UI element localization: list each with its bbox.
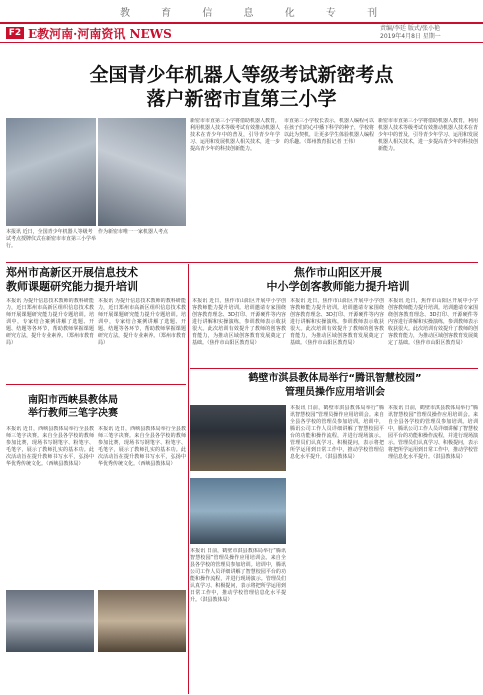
lead-body-col1: 新密市市直第三小学将借助机器人教育，利用机器人技术等级考试有效推动机器人技术在青少年中的普及，引导青少年学习、运用和发展机器人相关技术，进一步提高青少年的科技创新能力。 bbox=[190, 118, 280, 152]
article-qixian-photo-top bbox=[190, 405, 286, 471]
article-divider-right bbox=[190, 368, 478, 369]
column-rule bbox=[188, 264, 189, 694]
article-zhengzhou-title bbox=[6, 266, 184, 294]
lead-caption-right: 作为新密市唯一一家机器人考点 bbox=[98, 229, 169, 235]
editor-line: 责编/李廷 版式/张小艳 bbox=[380, 25, 440, 32]
header-rule bbox=[0, 42, 483, 43]
article-jiaozuo-title bbox=[198, 266, 478, 294]
article-xixia-body-col1: 本报讯 近日，西峡县教体局举行全县教师三笔字决赛。来自全县各学校的教师参加比赛，现场书写钢笔字、粉笔字、毛笔字，展示了教师扎实的基本功。此次活动旨在提升教师书写水平，弘扬中华优秀传统文化。（西峡县教体局） bbox=[6, 426, 94, 467]
article-qixian-title-line2: 管理员操作应用培训会 bbox=[285, 387, 385, 398]
article-xixia-photo-right bbox=[98, 590, 186, 652]
article-zhengzhou-title-line2: 教师课题研究能力提升培训 bbox=[6, 280, 138, 293]
article-qixian-title bbox=[192, 372, 478, 400]
article-qixian-body-col1: 本报讯 日前，鹤壁市淇县教体局举行“腾讯智慧校园”管理员操作应用培训会。来自全县各学校的管理员参加培训。培训中，腾讯公司工作人员详细讲解了智慧校园平台的功能和操作流程，并进行现场演示。管理员们认真学习、积极提问，表示将把所学运用到日常工作中，推动学校管理信息化水平提升。（淇县教体局） bbox=[290, 405, 384, 460]
article-xixia-photo-left bbox=[6, 590, 94, 652]
masthead-tagline: 教 育 信 息 化 专 刊 bbox=[120, 8, 392, 19]
date-line: 2019年4月8日 星期一 bbox=[380, 33, 441, 40]
article-jiaozuo-body-col1: 本报讯 近日，焦作市山阳区开展中小学创客教师能力提升培训。培训邀请专家围绕创客教育理念、3D打印、开源硬件等内容进行讲解和实操演练，参训教师表示收获很大。此次培训有效提升了教师的创客教育能力，为推动区域创客教育发展奠定了基础。（焦作市山阳区教育局） bbox=[192, 298, 286, 346]
article-qixian-photo-bottom bbox=[190, 478, 286, 544]
lead-headline-line2: 落户新密市直第三小学 bbox=[146, 89, 337, 110]
article-qixian-body-col2: 本报讯 日前，鹤壁市淇县教体局举行“腾讯智慧校园”管理员操作应用培训会。来自全县各学校的管理员参加培训。培训中，腾讯公司工作人员详细讲解了智慧校园平台的功能和操作流程，并进行现场演示。管理员们认真学习、积极提问，表示将把所学运用到日常工作中，推动学校管理信息化水平提升。（淇县教体局） bbox=[388, 405, 478, 460]
page-number-badge: F2 bbox=[6, 27, 24, 39]
article-jiaozuo-body-col2: 本报讯 近日，焦作市山阳区开展中小学创客教师能力提升培训。培训邀请专家围绕创客教育理念、3D打印、开源硬件等内容进行讲解和实操演练，参训教师表示收获很大。此次培训有效提升了教师的创客教育能力，为推动区域创客教育发展奠定了基础。（焦作市山阳区教育局） bbox=[290, 298, 384, 346]
issue-meta bbox=[380, 25, 480, 41]
article-zhengzhou-body-col1: 本报讯 为提升信息技术教师的教科研能力，近日郑州市高新区组织信息技术教师开展课题研究能力提升专题培训。培训中，专家结合案例讲解了选题、开题、结题等各环节，帮助教师掌握课题研究方法，提升专业素养。（郑州市教育局） bbox=[6, 298, 94, 346]
lead-body-col2: 市直第三小学校长表示，机器人编程可以在孩子们的心中播下科学的种子，学校将以此为契机，让更多学生体验机器人编程的乐趣。（郑州教育报记者 王伟） bbox=[284, 118, 374, 145]
article-divider-left bbox=[6, 384, 186, 385]
article-xixia-title-line2: 举行教师三笔字决赛 bbox=[28, 408, 118, 419]
section-title: E教河南·河南资讯 NEWS bbox=[28, 27, 172, 41]
section-divider bbox=[6, 262, 478, 263]
article-zhengzhou-title-line1: 郑州市高新区开展信息技术 bbox=[6, 266, 138, 279]
lead-headline-line1: 全国青少年机器人等级考试新密考点 bbox=[89, 65, 394, 86]
lead-photo-left bbox=[6, 118, 96, 226]
article-xixia-body-col2: 本报讯 近日，西峡县教体局举行全县教师三笔字决赛。来自全县各学校的教师参加比赛，现场书写钢笔字、粉笔字、毛笔字，展示了教师扎实的基本功。此次活动旨在提升教师书写水平，弘扬中华优秀传统文化。（西峡县教体局） bbox=[98, 426, 186, 467]
article-qixian-title-line1: 鹤壁市淇县教体局举行“腾讯智慧校园” bbox=[248, 373, 422, 384]
article-qixian-body-col0: 本报讯 日前，鹤壁市淇县教体局举行“腾讯智慧校园”管理员操作应用培训会。来自全县各学校的管理员参加培训。培训中，腾讯公司工作人员详细讲解了智慧校园平台的功能和操作流程，并进行现场演示。管理员们认真学习、积极提问，表示将把所学运用到日常工作中，推动学校管理信息化水平提升。（淇县教体局） bbox=[190, 548, 286, 603]
article-xixia-title-line1: 南阳市西峡县教体局 bbox=[28, 395, 118, 406]
lead-photo-right bbox=[98, 118, 186, 226]
lead-headline bbox=[0, 64, 483, 112]
lead-caption-left: 本报讯 近日，全国青少年机器人等级考试考点授牌仪式在新密市市直第三小学举行。 bbox=[6, 229, 97, 249]
article-jiaozuo-title-line1: 焦作市山阳区开展 bbox=[294, 266, 382, 279]
article-zhengzhou-body-col2: 本报讯 为提升信息技术教师的教科研能力，近日郑州市高新区组织信息技术教师开展课题研究能力提升专题培训。培训中，专家结合案例讲解了选题、开题、结题等各环节，帮助教师掌握课题研究方法，提升专业素养。（郑州市教育局） bbox=[98, 298, 186, 346]
article-jiaozuo-body-col3: 本报讯 近日，焦作市山阳区开展中小学创客教师能力提升培训。培训邀请专家围绕创客教育理念、3D打印、开源硬件等内容进行讲解和实操演练，参训教师表示收获很大。此次培训有效提升了教师的创客教育能力，为推动区域创客教育发展奠定了基础。（焦作市山阳区教育局） bbox=[388, 298, 478, 346]
article-jiaozuo-title-line2: 中小学创客教师能力提升培训 bbox=[266, 280, 410, 293]
masthead-rule bbox=[0, 22, 483, 24]
article-xixia-title bbox=[28, 394, 178, 420]
lead-body-col3: 新密市市直第三小学将借助机器人教育，利用机器人技术等级考试有效推动机器人技术在青少年中的普及，引导青少年学习、运用和发展机器人相关技术，进一步提高青少年的科技创新能力。 bbox=[378, 118, 478, 152]
